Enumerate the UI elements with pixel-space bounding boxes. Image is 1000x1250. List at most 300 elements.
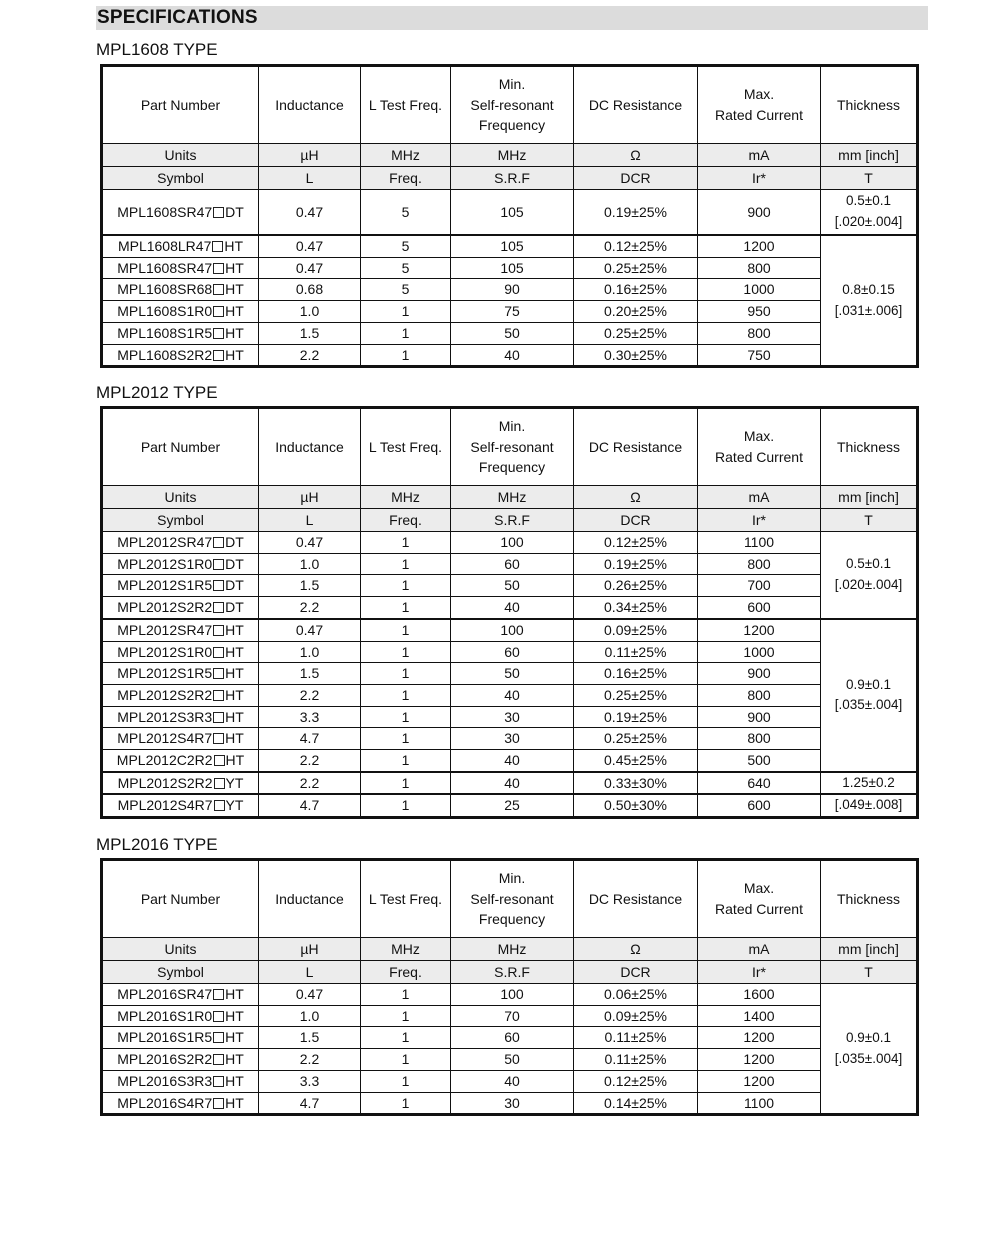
table-row [102,706,918,728]
test-freq-cell: 1 [361,728,451,750]
part-number-suffix: HT [225,346,244,363]
rated-current-cell: 950 [698,301,821,323]
part-number-prefix: MPL2012S3R3 [117,708,213,725]
part-number-prefix: MPL2012S2R2 [117,599,213,616]
part-number-prefix: MPL2016S4R7 [117,1094,213,1111]
part-number-suffix: DT [225,534,244,550]
table-row [102,1005,918,1027]
units-test-freq: MHz [361,486,451,509]
test-freq-cell: 1 [361,663,451,685]
part-number-cell [102,1092,259,1115]
option-box-icon [213,602,224,613]
thickness-mm: 0.5±0.1 [846,193,891,209]
part-number-suffix: DT [225,599,244,616]
part-number-suffix: DT [225,555,244,572]
option-box-icon [212,241,223,252]
inductance-cell: 4.7 [259,1092,361,1115]
inductance-cell: 1.5 [259,663,361,685]
test-freq-cell: 1 [361,1070,451,1092]
rated-current-cell: 1100 [698,1092,821,1115]
part-number-cell [102,344,259,367]
test-freq-cell: 1 [361,1092,451,1115]
test-freq-cell: 1 [361,553,451,575]
table-row [102,728,918,750]
srf-cell: 40 [451,684,574,706]
option-box-icon [213,263,224,274]
part-number-cell [102,1005,259,1027]
units-part-number: Units [102,144,259,167]
units-rated-current: mA [698,486,821,509]
dcr-cell: 0.12±25% [574,1070,698,1092]
test-freq-cell: 1 [361,532,451,554]
dcr-cell: 0.19±25% [574,706,698,728]
option-box-icon [213,306,224,317]
part-number-cell [102,750,259,772]
part-number-prefix: MPL2016S1R0 [117,1007,213,1024]
header-rated-current: Max. Rated Current [698,860,821,938]
test-freq-cell: 1 [361,684,451,706]
part-number-cell [102,728,259,750]
table-row [102,1070,918,1092]
header-thickness: Thickness [821,860,918,938]
part-number-prefix: MPL2016S2R2 [117,1051,213,1068]
thickness-mm: 1.25±0.2 [842,774,895,790]
rated-current-cell: 500 [698,750,821,772]
rated-current-cell: 900 [698,663,821,685]
option-box-icon [214,755,225,766]
srf-cell: 50 [451,663,574,685]
srf-cell: 40 [451,597,574,619]
srf-cell: 60 [451,553,574,575]
thickness-inch: [.035±.004] [834,1050,903,1066]
rated-current-cell: 1200 [698,619,821,641]
table-row [102,641,918,663]
part-number-prefix: MPL1608SR47 [117,203,213,220]
option-box-icon [213,733,224,744]
part-number-cell [102,663,259,685]
symbol-rated-current: Ir* [698,961,821,984]
rated-current-cell: 750 [698,344,821,367]
section-title-mpl1608: MPL1608 TYPE [96,40,218,59]
header-rated-current: Max. Rated Current [698,66,821,144]
part-number-cell [102,794,259,817]
part-number-cell [102,1070,259,1092]
header-inductance: Inductance [259,408,361,486]
option-box-icon [213,1098,224,1109]
table-row [102,1027,918,1049]
table-row [102,619,918,641]
test-freq-cell: 1 [361,597,451,619]
part-number-cell [102,684,259,706]
table-row [102,532,918,554]
srf-cell: 40 [451,772,574,795]
srf-cell: 50 [451,1049,574,1071]
inductance-cell: 3.3 [259,706,361,728]
thickness-cell [821,532,918,619]
inductance-cell: 2.2 [259,772,361,795]
part-number-suffix: HT [225,259,244,276]
header-part-number: Part Number [102,860,259,938]
part-number-prefix: MPL2012S1R0 [117,555,213,572]
part-number-suffix: HT [225,730,244,747]
srf-cell: 100 [451,619,574,641]
symbol-row [102,961,918,984]
inductance-cell: 4.7 [259,728,361,750]
part-number-cell [102,279,259,301]
header-test-freq: L Test Freq. [361,860,451,938]
inductance-cell: 2.2 [259,344,361,367]
inductance-cell: 3.3 [259,1070,361,1092]
rated-current-cell: 800 [698,684,821,706]
symbol-row [102,167,918,190]
symbol-srf: S.R.F [451,961,574,984]
symbol-part-number: Symbol [102,167,259,190]
units-thickness: mm [inch] [821,938,918,961]
test-freq-cell: 1 [361,706,451,728]
header-srf: Min. Self-resonant Frequency [451,66,574,144]
inductance-cell: 1.0 [259,301,361,323]
symbol-row [102,509,918,532]
table-row [102,322,918,344]
rated-current-cell: 900 [698,706,821,728]
test-freq-cell: 5 [361,279,451,301]
header-inductance: Inductance [259,66,361,144]
rated-current-cell: 1200 [698,1049,821,1071]
option-box-icon [213,350,224,361]
option-box-icon [213,625,224,636]
dcr-cell: 0.16±25% [574,279,698,301]
part-number-suffix: HT [225,621,244,638]
units-test-freq: MHz [361,144,451,167]
units-dcr: Ω [574,144,698,167]
srf-cell: 105 [451,257,574,279]
section-title-mpl2016: MPL2016 TYPE [96,835,218,854]
symbol-test-freq: Freq. [361,961,451,984]
inductance-cell: 2.2 [259,1049,361,1071]
srf-cell: 60 [451,1027,574,1049]
srf-cell: 30 [451,1092,574,1115]
option-box-icon [213,1011,224,1022]
test-freq-cell: 5 [361,235,451,257]
rated-current-cell: 1200 [698,1070,821,1092]
test-freq-cell: 5 [361,190,451,236]
units-row [102,144,918,167]
inductance-cell: 0.47 [259,257,361,279]
option-box-icon [213,559,224,570]
srf-cell: 25 [451,794,574,817]
thickness-mm: 0.8±0.15 [842,281,895,297]
srf-cell: 40 [451,344,574,367]
part-number-prefix: MPL2016S1R5 [117,1029,213,1046]
header-row [102,860,918,938]
option-box-icon [213,207,224,218]
header-row [102,66,918,144]
rated-current-cell: 1100 [698,532,821,554]
dcr-cell: 0.11±25% [574,641,698,663]
header-thickness: Thickness [821,66,918,144]
test-freq-cell: 1 [361,750,451,772]
part-number-cell [102,322,259,344]
rated-current-cell: 800 [698,728,821,750]
symbol-rated-current: Ir* [698,509,821,532]
test-freq-cell: 1 [361,619,451,641]
symbol-inductance: L [259,961,361,984]
part-number-prefix: MPL2012C2R2 [116,752,213,769]
dcr-cell: 0.34±25% [574,597,698,619]
symbol-part-number: Symbol [102,961,259,984]
units-thickness: mm [inch] [821,144,918,167]
symbol-srf: S.R.F [451,167,574,190]
option-box-icon [213,712,224,723]
units-dcr: Ω [574,486,698,509]
thickness-inch: [.031±.006] [834,302,903,318]
part-number-prefix: MPL1608LR47 [117,238,212,254]
symbol-part-number: Symbol [102,509,259,532]
dcr-cell: 0.50±30% [574,794,698,817]
part-number-cell [102,772,259,795]
table-row [102,1049,918,1071]
thickness-cell [821,772,918,795]
test-freq-cell: 1 [361,1049,451,1071]
part-number-cell [102,1027,259,1049]
symbol-rated-current: Ir* [698,167,821,190]
header-inductance: Inductance [259,860,361,938]
units-test-freq: MHz [361,938,451,961]
option-box-icon [213,989,224,1000]
srf-cell: 40 [451,750,574,772]
table-row [102,663,918,685]
test-freq-cell: 1 [361,575,451,597]
inductance-cell: 0.47 [259,984,361,1006]
inductance-cell: 0.47 [259,619,361,641]
test-freq-cell: 1 [361,772,451,795]
option-box-icon [213,647,224,658]
dcr-cell: 0.26±25% [574,575,698,597]
rated-current-cell: 1400 [698,1005,821,1027]
srf-cell: 70 [451,1005,574,1027]
part-number-prefix: MPL2016S3R3 [117,1072,213,1089]
part-number-suffix: HT [225,665,244,682]
inductance-cell: 4.7 [259,794,361,817]
header-dcr: DC Resistance [574,860,698,938]
option-box-icon [213,328,224,339]
dcr-cell: 0.25±25% [574,728,698,750]
test-freq-cell: 1 [361,344,451,367]
thickness-inch: [.020±.004] [834,214,903,229]
part-number-prefix: MPL1608SR47 [117,259,213,276]
thickness-inch: [.020±.004] [834,576,903,592]
part-number-prefix: MPL2012S1R5 [117,665,213,682]
header-part-number: Part Number [102,408,259,486]
rated-current-cell: 600 [698,794,821,817]
srf-cell: 40 [451,1070,574,1092]
dcr-cell: 0.25±25% [574,257,698,279]
rated-current-cell: 700 [698,575,821,597]
part-number-suffix: HT [225,686,244,703]
part-number-suffix: HT [225,1029,244,1046]
dcr-cell: 0.45±25% [574,750,698,772]
dcr-cell: 0.14±25% [574,1092,698,1115]
part-number-cell [102,575,259,597]
part-number-cell [102,1049,259,1071]
test-freq-cell: 1 [361,794,451,817]
units-rated-current: mA [698,144,821,167]
part-number-suffix: HT [225,1094,244,1111]
rated-current-cell: 1000 [698,279,821,301]
part-number-suffix: YT [225,797,244,814]
inductance-cell: 0.47 [259,190,361,236]
inductance-cell: 2.2 [259,684,361,706]
part-number-prefix: MPL2012S1R0 [117,643,213,660]
units-inductance: µH [259,486,361,509]
part-number-cell [102,984,259,1006]
inductance-cell: 1.0 [259,553,361,575]
thickness-inch: [.035±.004] [834,697,903,713]
part-number-suffix: HT [224,238,244,254]
part-number-suffix: HT [225,324,244,341]
dcr-cell: 0.20±25% [574,301,698,323]
option-box-icon [213,1076,224,1087]
srf-cell: 60 [451,641,574,663]
part-number-suffix: HT [225,708,244,725]
header-test-freq: L Test Freq. [361,408,451,486]
srf-cell: 50 [451,575,574,597]
test-freq-cell: 1 [361,1027,451,1049]
part-number-suffix: HT [225,1072,244,1089]
test-freq-cell: 1 [361,641,451,663]
srf-cell: 30 [451,706,574,728]
units-rated-current: mA [698,938,821,961]
part-number-suffix: DT [225,577,244,594]
option-box-icon [213,284,224,295]
part-number-cell [102,190,259,236]
part-number-suffix: HT [225,303,244,320]
units-srf: MHz [451,938,574,961]
rated-current-cell: 800 [698,322,821,344]
option-box-icon [214,800,225,811]
rated-current-cell: 1200 [698,235,821,257]
header-srf: Min. Self-resonant Frequency [451,860,574,938]
option-box-icon [213,1054,224,1065]
table-row [102,257,918,279]
symbol-thickness: T [821,961,918,984]
part-number-cell [102,532,259,554]
inductance-cell: 1.0 [259,641,361,663]
table-row [102,597,918,619]
symbol-thickness: T [821,167,918,190]
dcr-cell: 0.06±25% [574,984,698,1006]
dcr-cell: 0.25±25% [574,684,698,706]
symbol-test-freq: Freq. [361,167,451,190]
inductance-cell: 1.5 [259,1027,361,1049]
srf-cell: 105 [451,190,574,236]
part-number-suffix: DT [225,203,244,220]
part-number-suffix: HT [225,643,244,660]
units-thickness: mm [inch] [821,486,918,509]
dcr-cell: 0.16±25% [574,663,698,685]
inductance-cell: 0.47 [259,532,361,554]
thickness-mm: 0.9±0.1 [846,676,891,692]
table-row [102,984,918,1006]
part-number-prefix: MPL2012S1R5 [117,577,213,594]
dcr-cell: 0.25±25% [574,322,698,344]
test-freq-cell: 5 [361,257,451,279]
srf-cell: 105 [451,235,574,257]
inductance-cell: 1.5 [259,322,361,344]
part-number-prefix: MPL1608S2R2 [117,346,213,363]
units-part-number: Units [102,938,259,961]
thickness-cell [821,794,918,817]
rated-current-cell: 1200 [698,1027,821,1049]
header-row [102,408,918,486]
part-number-prefix: MPL1608S1R0 [117,303,213,320]
part-number-prefix: MPL1608SR68 [117,281,213,298]
thickness-cell [821,235,918,367]
thickness-mm: 0.5±0.1 [846,556,891,572]
thickness-cell [821,984,918,1115]
thickness-cell [821,190,918,236]
dcr-cell: 0.33±30% [574,772,698,795]
section-title-mpl2012: MPL2012 TYPE [96,383,218,402]
part-number-suffix: HT [225,752,245,769]
units-srf: MHz [451,144,574,167]
table-row [102,750,918,772]
inductance-cell: 1.5 [259,575,361,597]
part-number-prefix: MPL1608S1R5 [117,324,213,341]
symbol-dcr: DCR [574,167,698,190]
rated-current-cell: 800 [698,553,821,575]
spec-table-mpl2016 [100,858,919,1116]
inductance-cell: 1.0 [259,1005,361,1027]
table-row [102,190,918,236]
spec-table-mpl2012 [100,406,919,819]
header-srf: Min. Self-resonant Frequency [451,408,574,486]
header-test-freq: L Test Freq. [361,66,451,144]
part-number-suffix: HT [225,1007,244,1024]
part-number-cell [102,301,259,323]
units-row [102,938,918,961]
symbol-inductance: L [259,509,361,532]
spec-table-mpl1608 [100,64,919,368]
units-part-number: Units [102,486,259,509]
symbol-test-freq: Freq. [361,509,451,532]
part-number-cell [102,619,259,641]
units-srf: MHz [451,486,574,509]
symbol-dcr: DCR [574,961,698,984]
part-number-cell [102,235,259,257]
units-inductance: µH [259,938,361,961]
part-number-cell [102,597,259,619]
part-number-prefix: MPL2016SR47 [117,986,213,1002]
units-inductance: µH [259,144,361,167]
part-number-prefix: MPL2012S2R2 [117,686,213,703]
rated-current-cell: 1600 [698,984,821,1006]
part-number-cell [102,553,259,575]
dcr-cell: 0.12±25% [574,235,698,257]
rated-current-cell: 1000 [698,641,821,663]
option-box-icon [214,778,225,789]
part-number-suffix: HT [225,1051,244,1068]
test-freq-cell: 1 [361,1005,451,1027]
units-row [102,486,918,509]
table-row [102,301,918,323]
symbol-srf: S.R.F [451,509,574,532]
part-number-suffix: HT [225,281,244,298]
dcr-cell: 0.19±25% [574,190,698,236]
inductance-cell: 0.68 [259,279,361,301]
header-rated-current: Max. Rated Current [698,408,821,486]
table-row [102,279,918,301]
